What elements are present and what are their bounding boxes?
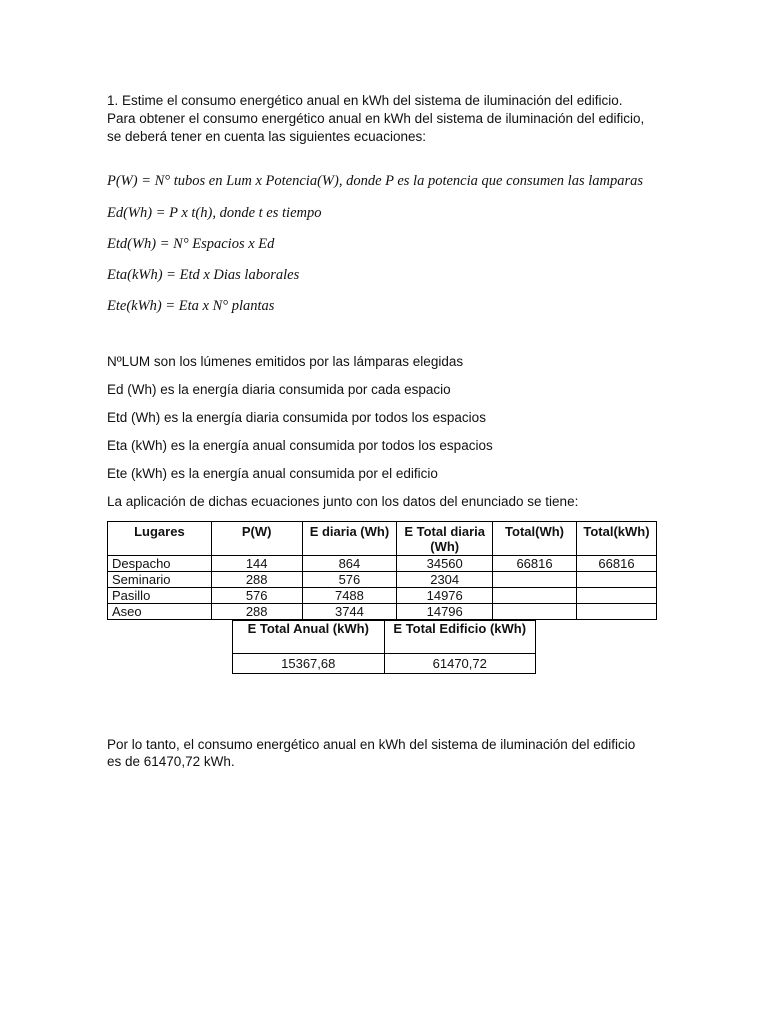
table-cell: 66816 (493, 556, 577, 572)
definition-eta: Eta (kWh) es la energía anual consumida por todos los espacios (107, 438, 493, 453)
equation-daily-energy: Ed(Wh) = P x t(h), donde t es tiempo (107, 205, 322, 221)
definition-ete: Ete (kWh) es la energía anual consumida por el edificio (107, 466, 438, 481)
definition-etd: Etd (Wh) es la energía diaria consumida por todos los espacios (107, 410, 486, 425)
table-cell: Pasillo (108, 588, 212, 604)
table-cell (493, 604, 577, 620)
column-header: Lugares (108, 522, 212, 556)
equation-power: P(W) = N° tubos en Lum x Potencia(W), donde P es la potencia que consumen las lamparas (107, 173, 644, 189)
total-annual-value: 15367,68 (233, 654, 385, 674)
table-cell: 288 (211, 604, 302, 620)
intro-line: Para obtener el consumo energético anual en kWh del sistema de iluminación del edificio, (107, 111, 645, 126)
table-cell: 144 (211, 556, 302, 572)
column-header: P(W) (211, 522, 302, 556)
definition-ed: Ed (Wh) es la energía diaria consumida por cada espacio (107, 382, 451, 397)
conclusion-paragraph (107, 736, 667, 770)
table-cell: 576 (211, 588, 302, 604)
table-cell: Seminario (108, 572, 212, 588)
totals-table (232, 620, 536, 674)
table-cell: 288 (211, 572, 302, 588)
totals-header-row (233, 621, 536, 654)
table-cell: Despacho (108, 556, 212, 572)
table-cell: 14796 (397, 604, 493, 620)
column-header: Total(kWh) (576, 522, 656, 556)
table-header-row (108, 522, 657, 556)
column-header: E Total diaria (Wh) (397, 522, 493, 556)
column-header: E Total Anual (kWh) (233, 621, 385, 654)
table-cell: 3744 (302, 604, 397, 620)
totals-row (233, 654, 536, 674)
table-row (108, 556, 657, 572)
table-cell (576, 572, 656, 588)
intro-line: se deberá tener en cuenta las siguientes ecuaciones: (107, 129, 426, 144)
equation-building-energy: Ete(kWh) = Eta x N° plantas (107, 298, 275, 314)
table-cell: Aseo (108, 604, 212, 620)
table-cell: 14976 (397, 588, 493, 604)
definition-lum: NºLUM son los lúmenes emitidos por las lámparas elegidas (107, 354, 464, 369)
conclusion-line: Por lo tanto, el consumo energético anual en kWh del sistema de iluminación del edificio (107, 737, 636, 752)
table-cell: 864 (302, 556, 397, 572)
equation-annual-energy: Eta(kWh) = Etd x Dias laborales (107, 267, 300, 283)
column-header: Total(Wh) (493, 522, 577, 556)
table-cell: 66816 (576, 556, 656, 572)
table-row (108, 572, 657, 588)
total-building-value: 61470,72 (384, 654, 536, 674)
intro-line: 1. Estime el consumo energético anual en kWh del sistema de iluminación del edificio. (107, 93, 623, 108)
table-cell (576, 588, 656, 604)
energy-table (107, 521, 657, 620)
table-cell: 576 (302, 572, 397, 588)
table-cell (493, 572, 577, 588)
equation-total-daily-energy: Etd(Wh) = N° Espacios x Ed (107, 236, 275, 252)
table-cell: 34560 (397, 556, 493, 572)
table-row (108, 604, 657, 620)
column-header: E diaria (Wh) (302, 522, 397, 556)
table-row (108, 588, 657, 604)
conclusion-line: es de 61470,72 kWh. (107, 754, 235, 769)
table-cell (576, 604, 656, 620)
table-cell: 7488 (302, 588, 397, 604)
column-header: E Total Edificio (kWh) (384, 621, 536, 654)
table-cell: 2304 (397, 572, 493, 588)
intro-paragraph (107, 92, 667, 146)
table-cell (493, 588, 577, 604)
table-intro-text: La aplicación de dichas ecuaciones junto con los datos del enunciado se tiene: (107, 494, 579, 509)
